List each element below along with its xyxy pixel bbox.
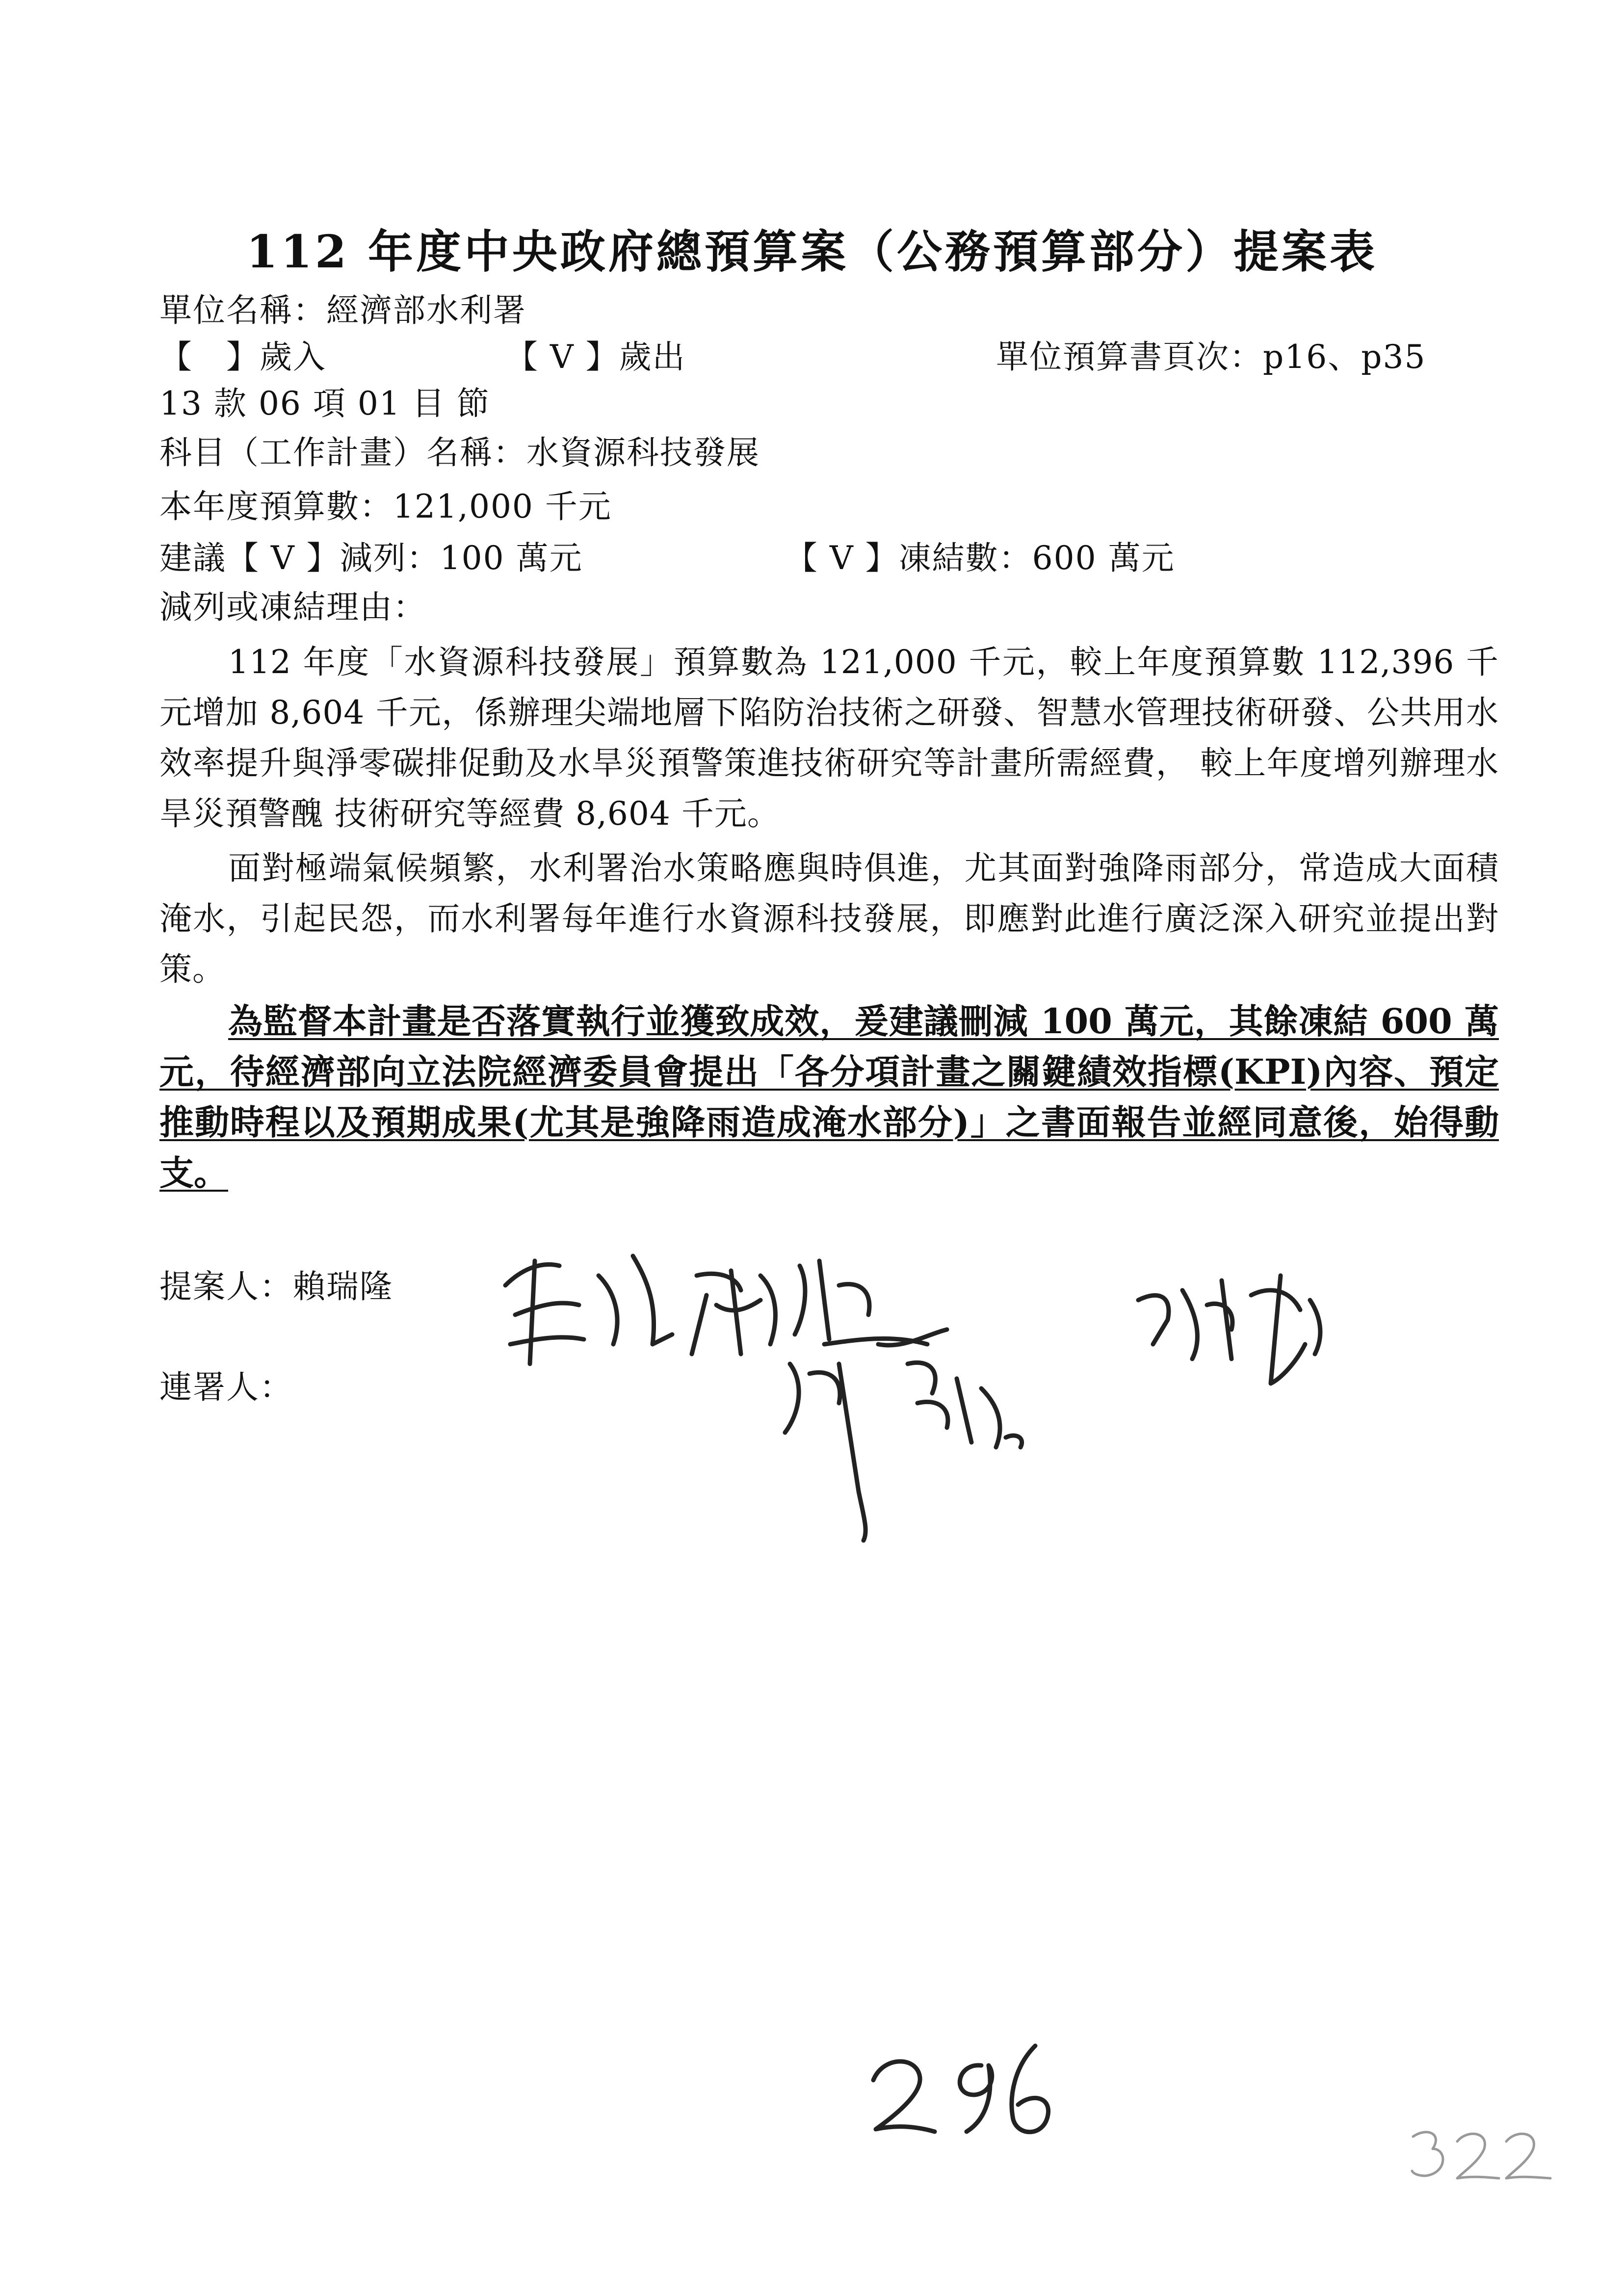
document-title: 112 年度中央政府總預算案（公務預算部分）提案表 xyxy=(246,225,1378,278)
reason-paragraph-3-underlined xyxy=(159,996,1499,1198)
budget-item-code: 13 款 06 項 01 目 節 xyxy=(159,385,490,422)
budget-page-reference: 單位預算書頁次：p16、p35 xyxy=(996,338,1426,376)
reason-paragraph-2: 面對極端氣候頻繁，水利署治水策略應與時俱進，尤其面對強降雨部分，常造成大面積淹水，引起民怨，而水利署每年進行水資源科技發展，即應對此進行廣泛深入研究並提出對策。 xyxy=(159,849,1499,988)
cut-suggestion: 建議【 V 】減列：100 萬元 xyxy=(159,539,583,577)
reason-paragraph-1: 112 年度「水資源科技發展」預算數為 121,000 千元，較上年度預算數 112,396 千元增加 8,604 千元，係辦理尖端地層下陷防治技術之研發、智慧水管理技術研發、公共用水效率提升與淨零碳排促動及水旱災預警策進技術研究等計畫所需經費， 較上年度增列辦理水旱災預警醜 技術研究等經費 8,604 千元。 xyxy=(159,643,1499,833)
subject-name: 科目（工作計畫）名稱：水資源科技發展 xyxy=(159,434,760,471)
underlined-text: 為監督本計畫是否落實執行並獲致成效，爰建議刪減 100 萬元，其餘凍結 600 萬元，待經濟部向立法院經濟委員會提出「各分項計畫之關鍵績效指標(KPI)內容、預定推動時程以及預期成果(尤其是強降雨造成淹水部分)」之書面報告並經同意後，始得動支。 xyxy=(159,1001,1499,1193)
revenue-checkbox-label: 【 】歲入 xyxy=(159,338,326,376)
reason-label: 減列或凍結理由： xyxy=(159,588,426,626)
unit-name: 單位名稱：經濟部水利署 xyxy=(159,291,526,329)
expenditure-checkbox-label: 【 V 】歲出 xyxy=(505,338,686,376)
budget-amount: 本年度預算數：121,000 千元 xyxy=(159,488,612,525)
freeze-suggestion: 【 V 】凍結數：600 萬元 xyxy=(785,539,1175,577)
handwritten-page-number xyxy=(864,2036,1070,2149)
handwritten-corner-number xyxy=(1403,2119,1560,2188)
handwritten-signatures xyxy=(486,1217,1467,1560)
proposer-line: 提案人：賴瑞隆 xyxy=(159,1268,393,1305)
corner-number-text xyxy=(1408,2188,1409,2189)
cosigners-line: 連署人： xyxy=(159,1368,293,1406)
